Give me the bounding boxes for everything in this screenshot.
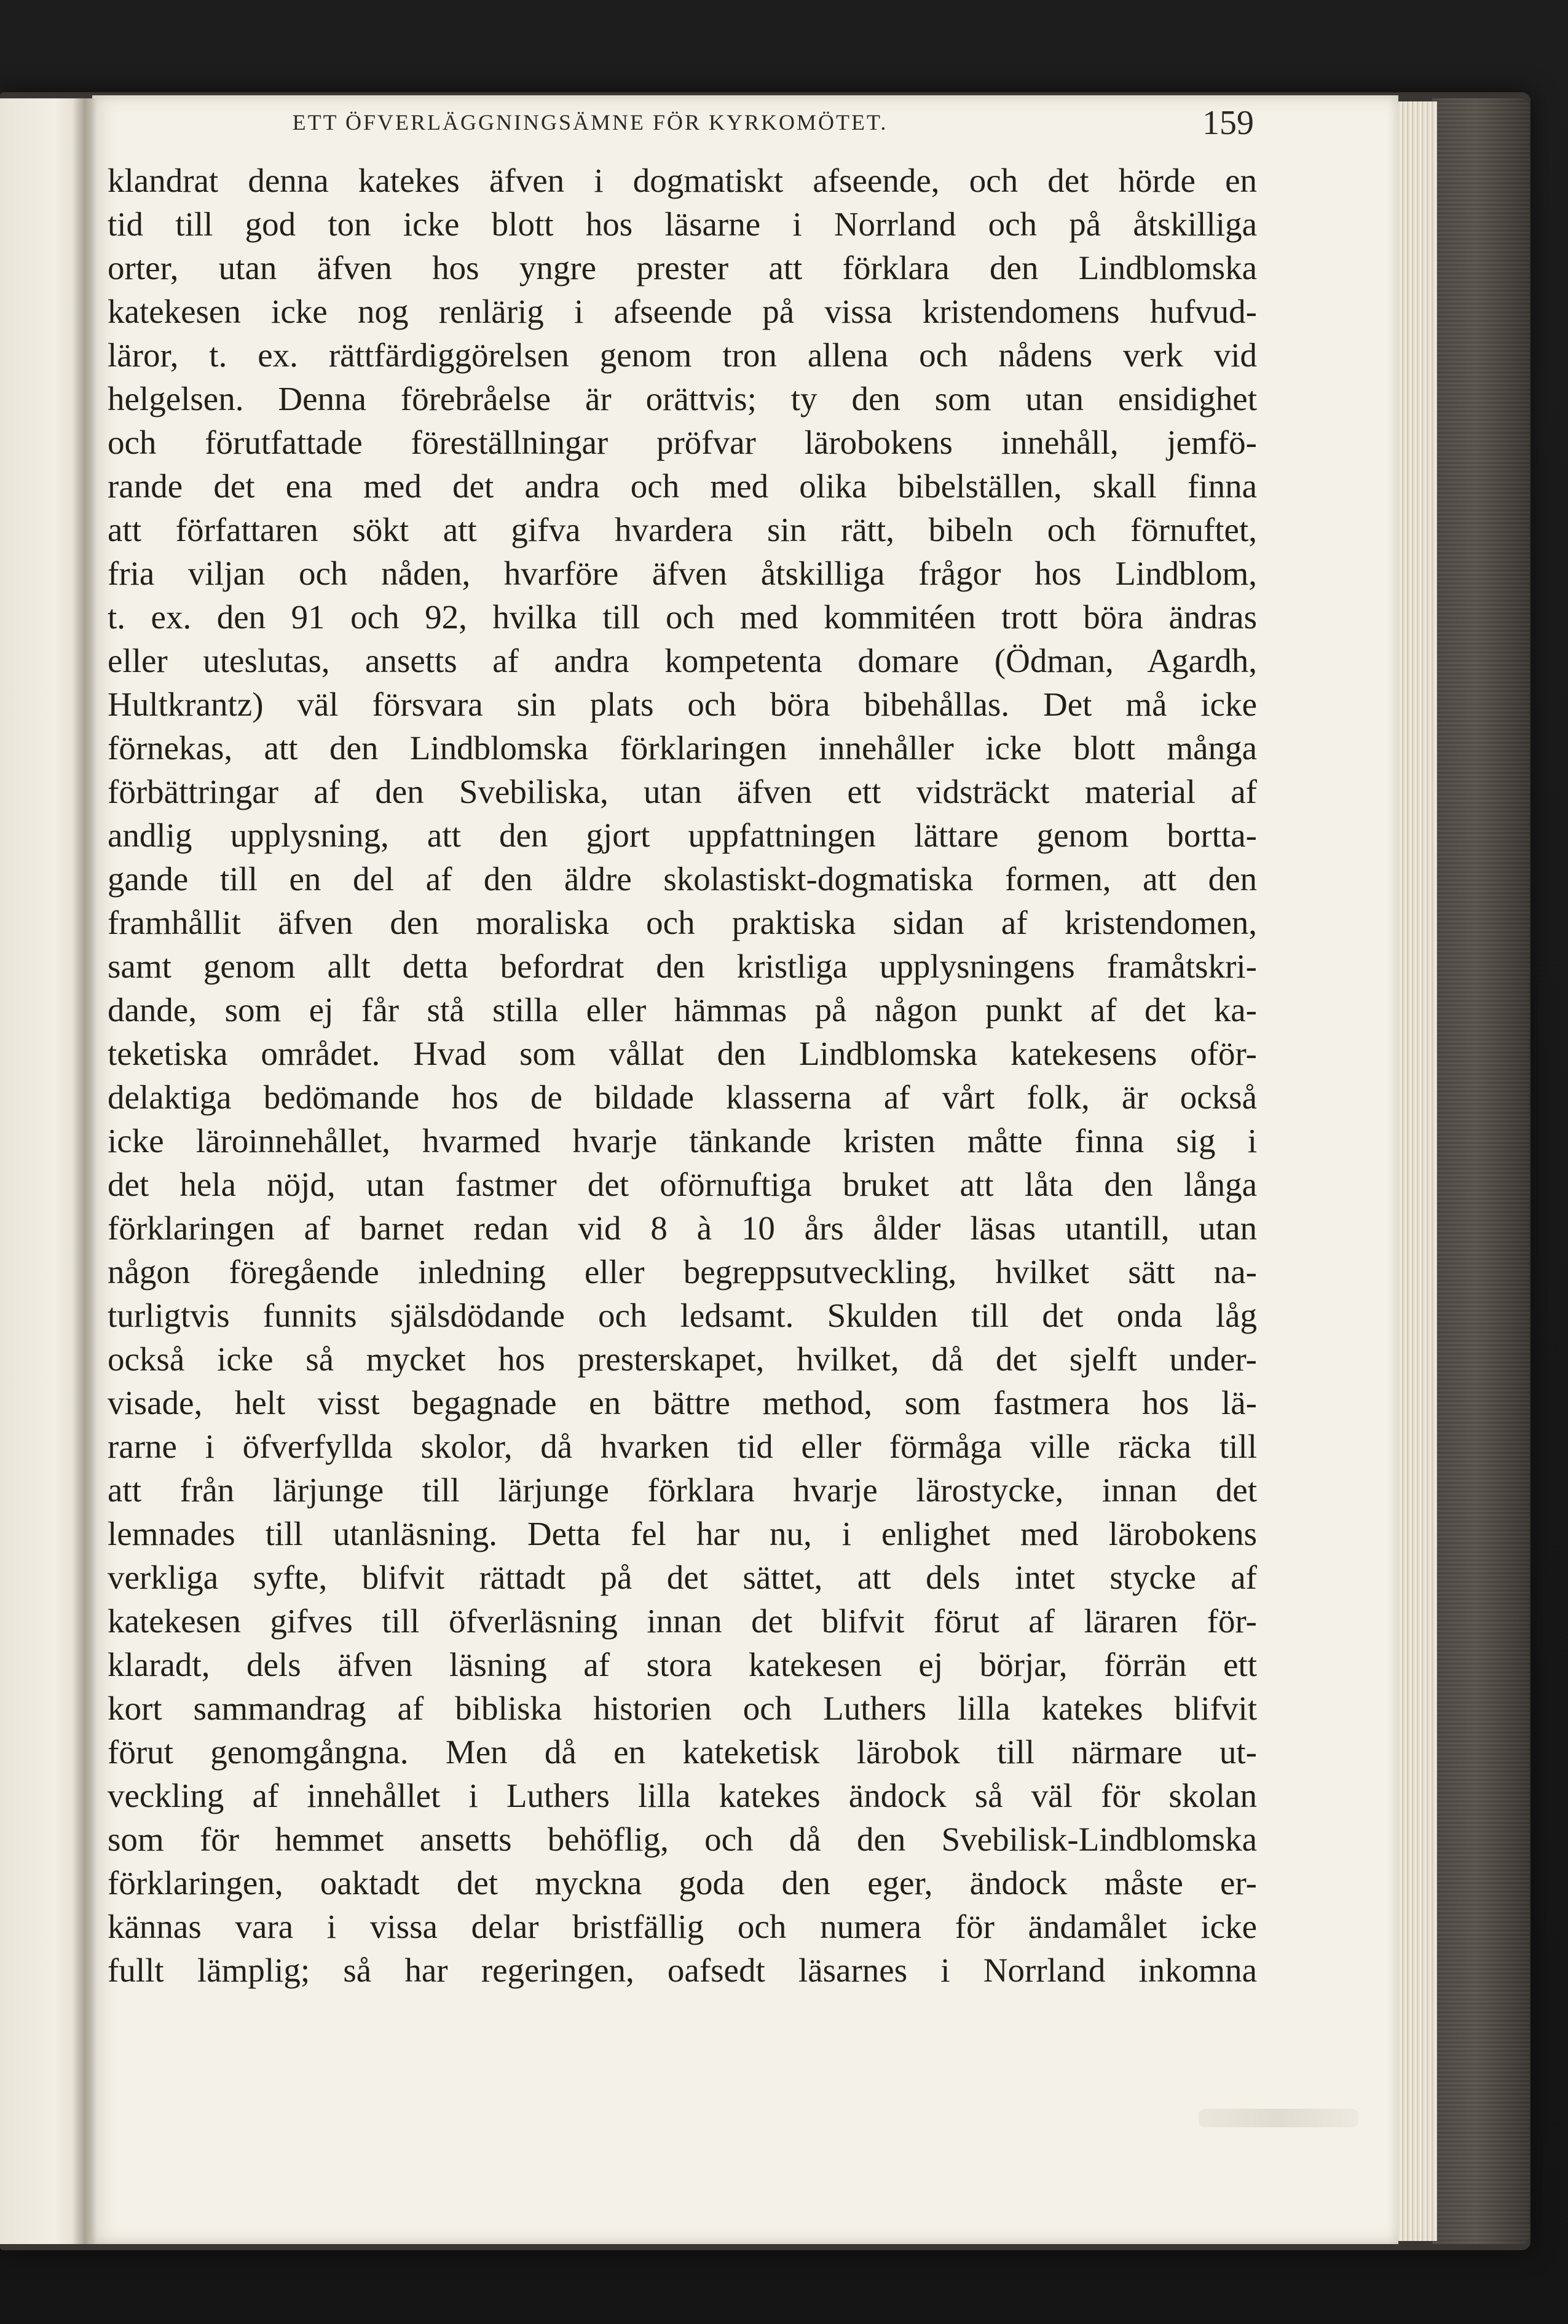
text-line: fullt lämplig; så har regeringen, oafsedt läsarnes i Norrland inkomna	[108, 1951, 1257, 1989]
text-line: icke läroinnehållet, hvarmed hvarje tänkande kristen måtte finna sig i	[108, 1122, 1257, 1160]
text-line: förut genomgångna. Men då en kateketisk lärobok till närmare ut-	[108, 1733, 1257, 1771]
text-line: klaradt, dels äfven läsning af stora katekesen ej börjar, förrän ett	[108, 1646, 1257, 1683]
text-line: läror, t. ex. rättfärdiggörelsen genom tron allena och nådens verk vid	[108, 336, 1257, 374]
text-line: orter, utan äfven hos yngre prester att förklara den Lindblomska	[108, 249, 1257, 287]
text-line: förbättringar af den Svebiliska, utan äfven ett vidsträckt material af	[108, 773, 1257, 810]
text-line: förklaringen af barnet redan vid 8 à 10 års ålder läsas utantill, utan	[108, 1209, 1257, 1247]
text-line: lemnades till utanläsning. Detta fel har nu, i enlighet med lärobokens	[108, 1515, 1257, 1552]
text-line: att från lärjunge till lärjunge förklara hvarje lärostycke, innan det	[108, 1471, 1257, 1509]
text-line: fria viljan och nåden, hvarföre äfven åtskilliga frågor hos Lindblom,	[108, 555, 1257, 592]
text-line: att författaren sökt att gifva hvardera sin rätt, bibeln och förnuftet,	[108, 511, 1257, 548]
text-line: tid till god ton icke blott hos läsarne i Norrland och på åtskilliga	[108, 205, 1257, 243]
text-line: andlig upplysning, att den gjort uppfattningen lättare genom bortta-	[108, 816, 1257, 854]
text-line: verkliga syfte, blifvit rättadt på det sättet, att dels intet stycke af	[108, 1559, 1257, 1596]
page-number: 159	[1202, 104, 1254, 142]
text-line: veckling af innehållet i Luthers lilla katekes ändock så väl för skolan	[108, 1777, 1257, 1814]
running-head	[111, 103, 1254, 146]
text-line: kännas vara i vissa delar bristfällig och numera för ändamålet icke	[108, 1908, 1257, 1945]
text-line: rarne i öfverfyllda skolor, då hvarken tid eller förmåga ville räcka till	[108, 1428, 1257, 1465]
text-line: och förutfattade föreställningar pröfvar lärobokens innehåll, jemfö-	[108, 424, 1257, 461]
text-line: framhållit äfven den moraliska och praktiska sidan af kristendomen,	[108, 904, 1257, 941]
text-line: teketiska området. Hvad som vållat den Lindblomska katekesens oför-	[108, 1035, 1257, 1072]
text-line: eller uteslutas, ansetts af andra kompetenta domare (Ödman, Agardh,	[108, 642, 1257, 679]
text-line: Hultkrantz) väl försvara sin plats och böra bibehållas. Det må icke	[108, 686, 1257, 723]
text-line: förklaringen, oaktadt det myckna goda den eger, ändock måste er-	[108, 1864, 1257, 1902]
text-line: visade, helt visst begagnade en bättre method, som fastmera hos lä-	[108, 1384, 1257, 1421]
running-title: ETT ÖFVERLÄGGNINGSÄMNE FÖR KYRKOMÖTET.	[292, 110, 888, 135]
text-line: katekesen gifves till öfverläsning innan det blifvit förut af läraren för-	[108, 1602, 1257, 1640]
text-line: klandrat denna katekes äfven i dogmatiskt afseende, och det hörde en	[108, 162, 1257, 199]
text-line: som för hemmet ansetts behöflig, och då den Svebilisk-Lindblomska	[108, 1820, 1257, 1858]
text-line: rande det ena med det andra och med olika bibelställen, skall finna	[108, 467, 1257, 505]
text-line: dande, som ej får stå stilla eller hämmas på någon punkt af det ka-	[108, 991, 1257, 1029]
page-gutter	[73, 98, 97, 2244]
text-line: det hela nöjd, utan fastmer det oförnuftiga bruket att låta den långa	[108, 1166, 1257, 1203]
text-line: samt genom allt detta befordrat den kristliga upplysningens framåtskri-	[108, 947, 1257, 985]
text-line: förnekas, att den Lindblomska förklaringen innehåller icke blott många	[108, 729, 1257, 767]
book-cover-edge	[1432, 98, 1529, 2244]
show-through-blemish	[1199, 2109, 1358, 2127]
text-line: någon föregående inledning eller begreppsutveckling, hvilket sätt na-	[108, 1253, 1257, 1290]
text-line: också icke så mycket hos presterskapet, hvilket, då det sjelft under-	[108, 1340, 1257, 1378]
text-line: kort sammandrag af bibliska historien och Luthers lilla katekes blifvit	[108, 1690, 1257, 1727]
text-line: turligtvis funnits själsdödande och ledsamt. Skulden till det onda låg	[108, 1297, 1257, 1334]
text-line: katekesen icke nog renlärig i afseende på vissa kristendomens hufvud-	[108, 293, 1257, 330]
text-line: helgelsen. Denna förebråelse är orättvis; ty den som utan ensidighet	[108, 380, 1257, 417]
text-line: t. ex. den 91 och 92, hvilka till och med kommitéen trott böra ändras	[108, 598, 1257, 636]
text-line: delaktiga bedömande hos de bildade klasserna af vårt folk, är också	[108, 1078, 1257, 1116]
text-line: gande till en del af den äldre skolastiskt-dogmatiska formen, att den	[108, 860, 1257, 898]
body-text	[108, 159, 1257, 1992]
